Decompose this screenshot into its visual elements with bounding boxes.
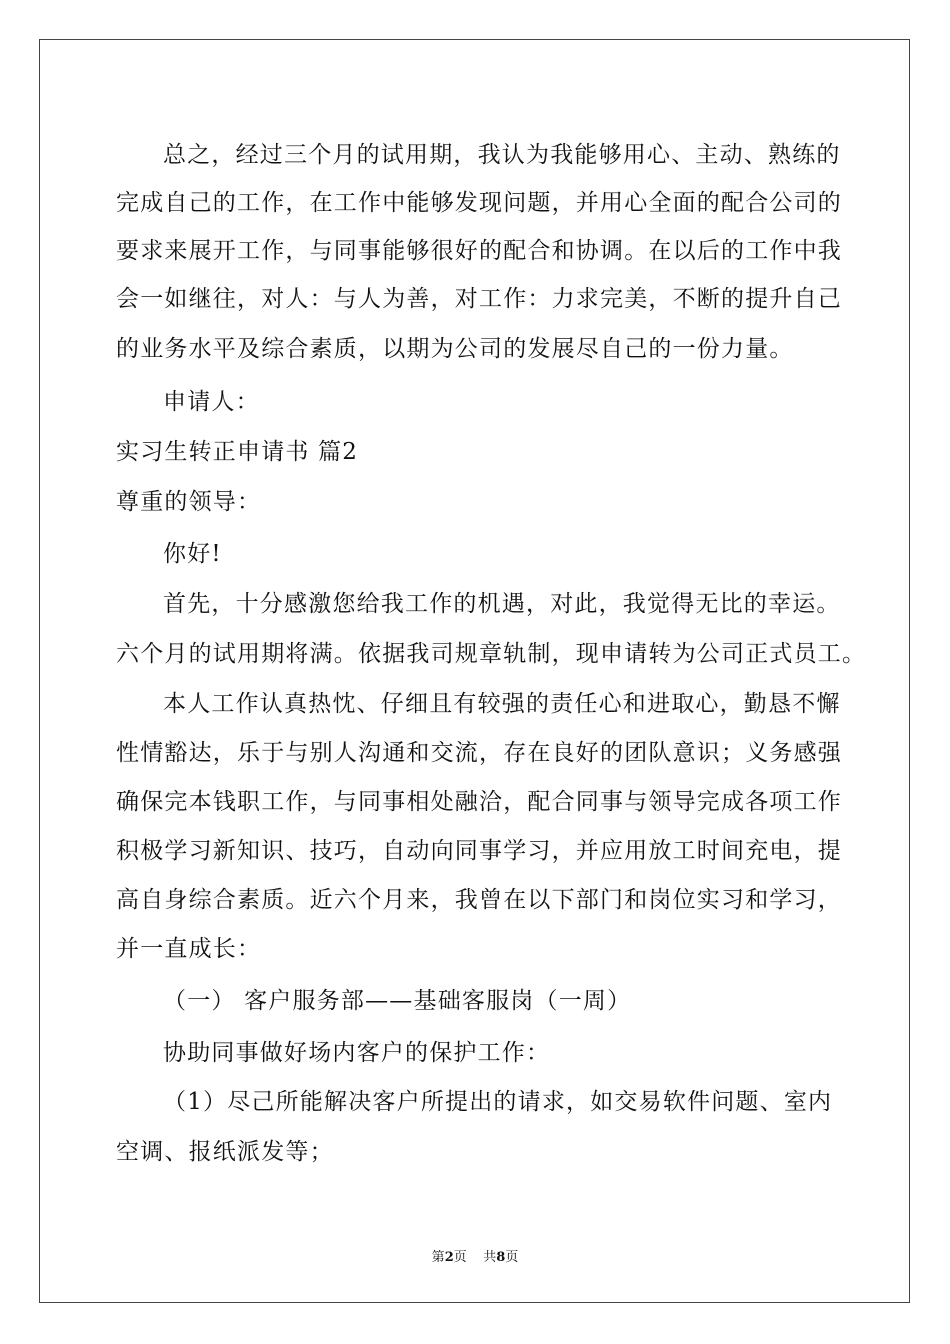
paragraph-line: 总之，经过三个月的试用期，我认为我能够用心、主动、熟练的 <box>163 142 841 168</box>
paragraph-line: 高自身综合素质。近六个月来，我曾在以下部门和岗位实习和学习， <box>116 887 842 913</box>
paragraph-line: 会一如继往，对人：与人为善，对工作：力求完美，不断的提升自己 <box>116 286 842 312</box>
paragraph-line: 协助同事做好场内客户的保护工作： <box>163 1040 551 1066</box>
paragraph-line: 积极学习新知识、技巧，自动向同事学习，并应用放工时间充电，提 <box>116 838 842 864</box>
footer-page-number: 2 <box>444 1250 454 1265</box>
greeting: 你好! <box>163 541 222 567</box>
paragraph-line: 本人工作认真热忱、仔细且有较强的责任心和进取心，勤恳不懈 <box>163 691 841 717</box>
paragraph-line: 并一直成长： <box>116 936 262 962</box>
paragraph-line: 确保完本钱职工作，与同事相处融洽，配合同事与领导完成各项工作 <box>116 789 842 815</box>
paragraph-line: 六个月的试用期将满。依据我司规章轨制，现申请转为公司正式员工。 <box>116 641 867 667</box>
list-item-line: 空调、报纸派发等； <box>116 1139 334 1165</box>
section-heading: 实习生转正申请书 篇2 <box>116 439 359 465</box>
footer-mid: 页 共 <box>453 1250 497 1265</box>
paragraph-line: 性情豁达，乐于与别人沟通和交流，存在良好的团队意识；义务感强 <box>116 740 842 766</box>
list-item-line: （1）尽己所能解决客户所提出的请求，如交易软件问题、室内 <box>163 1089 833 1115</box>
footer-suffix: 页 <box>505 1250 519 1265</box>
paragraph-line: 完成自己的工作，在工作中能够发现问题，并用心全面的配合公司的 <box>116 190 842 216</box>
footer-total-pages: 8 <box>496 1250 506 1265</box>
footer-prefix: 第 <box>431 1250 445 1265</box>
salutation: 尊重的领导： <box>116 489 262 515</box>
subsection-heading: （一） 客户服务部——基础客服岗（一周） <box>163 988 632 1014</box>
applicant-label: 申请人： <box>163 389 260 415</box>
paragraph-line: 的业务水平及综合素质，以期为公司的发展尽自己的一份力量。 <box>116 336 794 362</box>
paragraph-line: 首先，十分感激您给我工作的机遇，对此，我觉得无比的幸运。 <box>163 591 841 617</box>
page-footer <box>0 1246 950 1265</box>
paragraph-line: 要求来展开工作，与同事能够很好的配合和协调。在以后的工作中我 <box>116 238 842 264</box>
